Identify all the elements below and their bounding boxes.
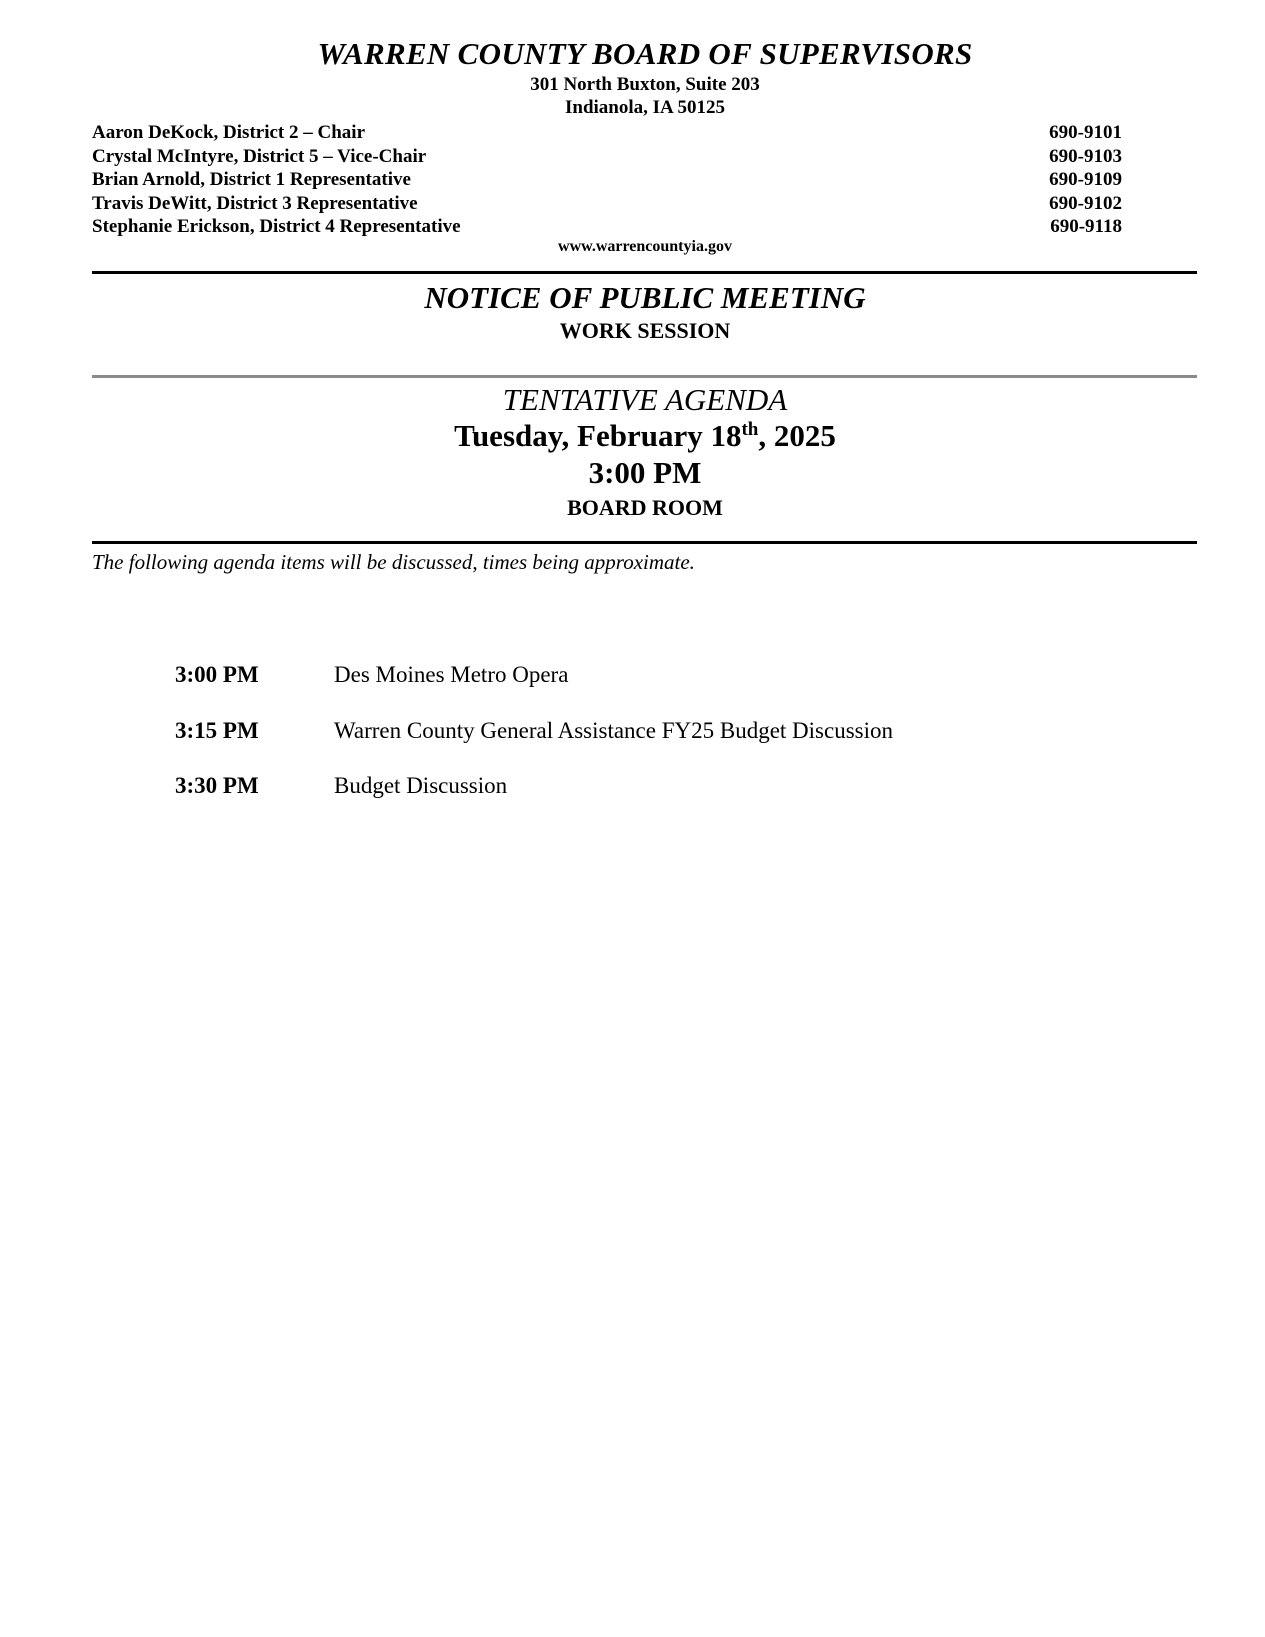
member-name: Stephanie Erickson, District 4 Representative xyxy=(92,216,461,237)
member-row xyxy=(92,121,1122,145)
member-row xyxy=(92,215,1122,239)
member-row xyxy=(92,192,1122,216)
member-phone: 690-9103 xyxy=(1049,145,1122,167)
agenda-item-time: 3:15 PM xyxy=(175,717,259,743)
agenda-date-year: , 2025 xyxy=(758,418,836,453)
member-name: Aaron DeKock, District 2 – Chair xyxy=(92,122,366,143)
agenda-item xyxy=(175,716,1175,772)
address-line-1: 301 North Buxton, Suite 203 xyxy=(530,74,760,95)
notice-subtitle: WORK SESSION xyxy=(559,318,731,343)
divider-top xyxy=(92,271,1197,274)
agenda-date-suffix: th xyxy=(741,419,759,440)
agenda-item-text: Budget Discussion xyxy=(334,773,508,798)
agenda-title: TENTATIVE AGENDA xyxy=(502,382,788,417)
member-name: Crystal McIntyre, District 5 – Vice-Chair xyxy=(92,145,427,167)
agenda-date-main: Tuesday, February 18 xyxy=(454,418,742,453)
website-url: www.warrencountyia.gov xyxy=(558,238,732,255)
members-list xyxy=(92,121,1122,239)
member-name: Travis DeWitt, District 3 Representative xyxy=(92,192,418,214)
agenda-items xyxy=(175,660,1175,827)
agenda-item-text: Warren County General Assistance FY25 Budget Discussion xyxy=(334,717,894,743)
board-title: WARREN COUNTY BOARD OF SUPERVISORS xyxy=(317,36,973,71)
agenda-date xyxy=(0,418,1265,454)
member-phone: 690-9118 xyxy=(1050,216,1122,237)
agenda-item xyxy=(175,660,1175,716)
agenda-item xyxy=(175,771,1175,827)
member-row xyxy=(92,145,1122,169)
agenda-room: BOARD ROOM xyxy=(567,495,723,520)
address-line-2: Indianola, IA 50125 xyxy=(565,97,725,118)
member-name: Brian Arnold, District 1 Representative xyxy=(92,169,411,190)
notice-title: NOTICE OF PUBLIC MEETING xyxy=(424,280,866,315)
agenda-item-text: Des Moines Metro Opera xyxy=(334,662,569,687)
member-phone: 690-9101 xyxy=(1049,122,1122,143)
member-row xyxy=(92,168,1122,192)
agenda-item-time: 3:00 PM xyxy=(175,662,259,687)
agenda-time: 3:00 PM xyxy=(588,455,702,490)
agenda-intro: The following agenda items will be discussed, times being approximate. xyxy=(92,550,695,574)
member-phone: 690-9102 xyxy=(1049,192,1122,214)
divider-bottom xyxy=(92,541,1197,544)
divider-middle xyxy=(92,375,1197,378)
agenda-item-time: 3:30 PM xyxy=(175,773,259,798)
member-phone: 690-9109 xyxy=(1049,169,1122,190)
